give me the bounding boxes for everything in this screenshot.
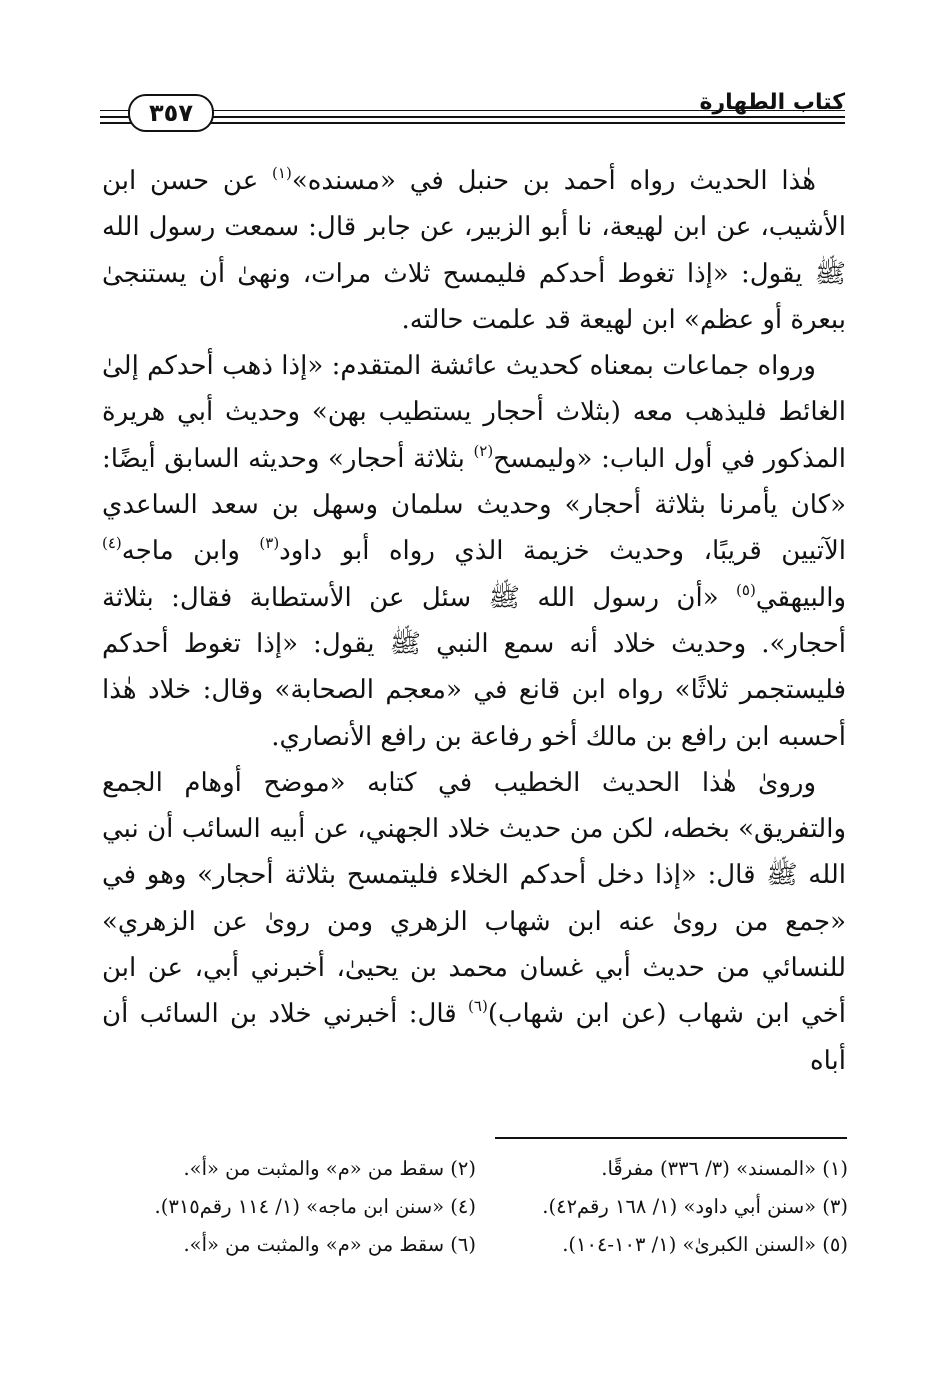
footnote: (٥) «السنن الكبرىٰ» (١/ ١٠٣-١٠٤). (562, 1233, 848, 1256)
footnote-marker: (٤) (102, 534, 122, 553)
text-run: هٰذا الحديث رواه أحمد بن حنبل في «مسنده» (291, 166, 816, 196)
text-run: عن حسن ابن الأشيب، عن ابن لهيعة، نا أبو الزبير، عن جابر قال: سمعت رسول الله ﷺ يقول: «إذا تغوط أحدكم فليمسح ثلاث مرات، ونهىٰ أن يستنجىٰ ببعرة أو عظم» ابن لهيعة قد علمت حالته. (102, 166, 846, 335)
paragraph (102, 158, 846, 343)
footnote-marker: (٥) (736, 580, 756, 599)
text-run: وابن ماجه (121, 536, 260, 567)
footnote-separator (495, 1137, 847, 1139)
text-run: قال: أخبرني خلاد بن السائب أن أباه (102, 999, 846, 1076)
text-run: «أن رسول الله ﷺ سئل عن الأستطابة فقال: بثلاثة أحجار». وحديث خلاد أنه سمع النبي ﷺ يقول: «إذا تغوط أحدكم فليستجمر ثلاثًا» رواه ابن قانع في «معجم الصحابة» وقال: خلاد هٰذا أحسبه ابن رافع بن مالك أخو رفاعة بن رافع الأنصاري. (102, 582, 846, 752)
main-text (102, 158, 846, 1084)
text-run: والبيهقي (755, 582, 846, 613)
footnote: (١) «المسند» (٣/ ٣٣٦) مفرقًا. (601, 1157, 848, 1180)
footnote: (٤) «سنن ابن ماجه» (١/ ١١٤ رقم٣١٥). (154, 1195, 476, 1218)
footnote-marker: (٢) (473, 441, 494, 460)
text-run: ورواه جماعات بمعناه كحديث عائشة المتقدم: «إذا ذهب أحدكم إلىٰ الغائط فليذهب معه (بثلاث أحجار يستطيب بهن» وحديث أبي هريرة المذكور في أول الباب: «وليمسح (102, 351, 846, 474)
page-header (100, 88, 845, 138)
footnote-row (100, 1150, 848, 1188)
footnotes (100, 1150, 848, 1264)
paragraph (102, 343, 846, 760)
footnote: (٦) سقط من «م» والمثبت من «أ». (183, 1233, 476, 1256)
footnote: (٢) سقط من «م» والمثبت من «أ». (183, 1157, 476, 1180)
footnote-marker: (٣) (259, 534, 280, 553)
footnote-marker: (١) (272, 164, 292, 182)
footnote-row (100, 1188, 848, 1226)
paragraph (102, 760, 846, 1084)
footnote: (٣) «سنن أبي داود» (١/ ١٦٨ رقم٤٢). (542, 1195, 848, 1218)
footnote-row (100, 1226, 848, 1264)
footnote-marker: (٦) (468, 997, 488, 1016)
text-run: بثلاثة أحجار» وحديثه السابق أيضًا: «كان يأمرنا بثلاثة أحجار» وحديث سلمان وسهل بن سعد الساعدي الآتيين قريبًا، وحديث خزيمة الذي رواه أبو داود (102, 443, 846, 567)
page-number: ٣٥٧ (128, 94, 214, 132)
text-run: وروىٰ هٰذا الحديث الخطيب في كتابه «موضح أوهام الجمع والتفريق» بخطه، لكن من حديث خلاد الجهني، عن أبيه السائب أن نبي الله ﷺ قال: «إذا دخل أحدكم الخلاء فليتمسح بثلاثة أحجار» وهو في «جمع من روىٰ عنه ابن شهاب الزهري ومن روىٰ عن الزهري» للنسائي من حديث أبي غسان محمد بن يحيىٰ، أخبرني أبي، عن ابن أخي ابن شهاب (عن ابن شهاب) (102, 767, 846, 1030)
running-head: كتاب الطهارة (699, 90, 845, 115)
